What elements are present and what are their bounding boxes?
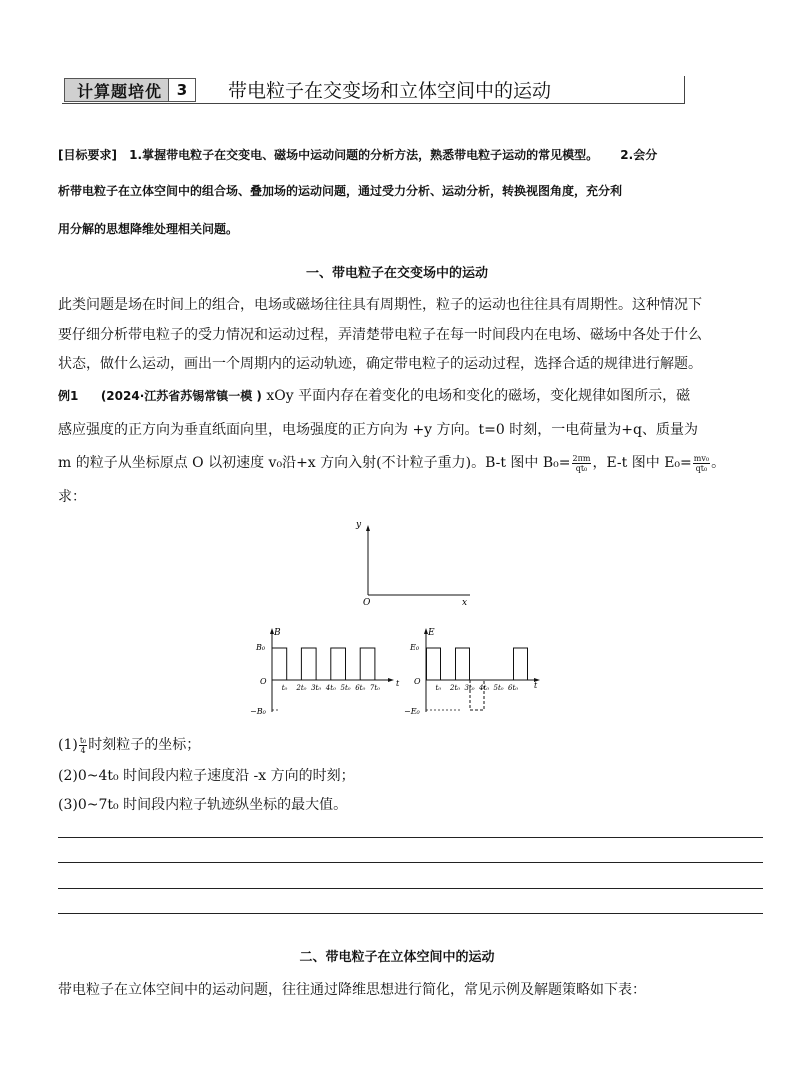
b-tick-labels	[282, 684, 380, 692]
goals-line-2: 析带电粒子在立体空间中的组合场、叠加场的运动问题，通过受力分析、运动分析，转换视图角度，充分利	[58, 184, 623, 198]
answer-line-1	[58, 837, 763, 838]
b0-fraction	[572, 454, 592, 473]
question-1-fraction	[79, 736, 87, 755]
b-axis-label: B	[274, 628, 281, 638]
b-pulse	[301, 648, 316, 680]
b-tick-label: 2t₀	[296, 684, 307, 692]
chapter-tag	[64, 78, 196, 102]
question-1-numerator: t₀	[79, 735, 87, 745]
e-pulse	[427, 648, 441, 680]
question-1	[58, 735, 200, 755]
goals-text-1: 1.掌握带电粒子在交变电、磁场中运动问题的分析方法，熟悉带电粒子运动的常见模型。	[129, 148, 599, 162]
question-2: (2)0~4t₀ 时间段内粒子速度沿 -x 方向的时刻；	[58, 768, 355, 784]
example-source: (2024·江苏省苏锡常镇一模 )	[100, 389, 262, 403]
example-line-3	[58, 453, 725, 473]
b-origin-label: O	[260, 677, 267, 686]
answer-line-4	[58, 913, 763, 914]
e-origin-label: O	[414, 677, 421, 686]
e-tick-label: 3t₀	[464, 684, 475, 692]
b-tick-label: 5t₀	[340, 684, 351, 692]
b-tick-label: 7t₀	[369, 684, 380, 692]
x-axis-label: x	[462, 598, 468, 608]
y-axis-label: y	[356, 520, 362, 530]
e0-numerator: mv₀	[693, 453, 710, 463]
goals-text-1b: 2.会分	[620, 148, 658, 162]
e0-denominator: qt₀	[695, 463, 708, 473]
neg-e0-label: −E₀	[404, 707, 420, 716]
origin-label: O	[363, 598, 371, 608]
question-1-number: (1)	[58, 737, 78, 753]
goals-label: [目标要求]	[58, 148, 117, 162]
goals-line-1	[58, 145, 657, 165]
b-t-arrow-icon	[388, 678, 394, 682]
b0-denominator: qt₀	[575, 463, 588, 473]
e-pulse	[456, 648, 470, 680]
e-tick-labels	[436, 684, 519, 692]
section-1-para-3: 状态，做什么运动，画出一个周期内的运动轨迹，确定带电粒子的运动过程，选择合适的规律进行解题。	[58, 356, 702, 372]
example-text-1: xOy 平面内存在着变化的电场和变化的磁场，变化规律如图所示，磁	[266, 388, 691, 404]
e-tick-label: t₀	[435, 684, 442, 692]
question-1-text: 时刻粒子的坐标；	[88, 737, 201, 753]
question-1-denominator: 4	[80, 745, 86, 755]
goals-line-3: 用分解的思想降维处理相关问题。	[58, 222, 239, 236]
example-line-4: 求：	[58, 489, 86, 505]
b-t-graph	[250, 624, 400, 716]
b-t-label: t	[396, 679, 400, 688]
neg-b0-label: −B₀	[250, 707, 266, 716]
answer-line-3	[58, 888, 763, 889]
b-pulse	[272, 648, 287, 680]
b-tick-label: t₀	[281, 684, 288, 692]
section-1-para-1: 此类问题是场在时间上的组合，电场或磁场往往具有周期性，粒子的运动也往往具有周期性。这种情况下	[58, 297, 702, 313]
section-1-para-2: 要仔细分析带电粒子的受力情况和运动过程，弄清楚带电粒子在每一时间段内在电场、磁场中各处于什么	[58, 327, 702, 343]
e-t-graph	[404, 624, 554, 716]
e-tick-label: 2t₀	[450, 684, 461, 692]
e-axis-label: E	[428, 628, 435, 638]
section-2-para-1: 带电粒子在立体空间中的运动问题，往往通过降维思想进行简化，常见示例及解题策略如下表：	[58, 982, 646, 998]
chapter-tag-label: 计算题培优	[77, 81, 163, 101]
section-2-title: 二、带电粒子在立体空间中的运动	[299, 950, 495, 965]
example-text-3b: ，E-t 图中 E₀=	[592, 455, 692, 471]
b-pulse	[331, 648, 346, 680]
b-tick-label: 6t₀	[355, 684, 366, 692]
e-tick-label: 4t₀	[479, 684, 490, 692]
e-t-label: t	[534, 681, 538, 690]
answer-line-2	[58, 862, 763, 863]
example-text-3c: 。	[711, 455, 726, 471]
b0-label: B₀	[256, 643, 266, 652]
y-arrow-icon	[366, 525, 370, 531]
chapter-tag-number: 3	[168, 79, 195, 101]
b-pulse	[360, 648, 375, 680]
e-tick-label: 5t₀	[493, 684, 504, 692]
b-pulses	[272, 648, 375, 680]
example-line-1	[58, 386, 690, 406]
question-3: (3)0~7t₀ 时间段内粒子轨迹纵坐标的最大值。	[58, 797, 348, 813]
chapter-header	[62, 76, 685, 104]
e-pulses	[427, 648, 528, 710]
example-line-2: 感应强度的正方向为垂直纸面向里，电场强度的正方向为 +y 方向。t=0 时刻，一电荷量为+q、质量为	[58, 422, 698, 438]
example-label: 例1	[58, 389, 79, 403]
e0-label: E₀	[410, 643, 420, 652]
b-tick-label: 4t₀	[325, 684, 336, 692]
b0-numerator: 2πm	[572, 453, 591, 463]
e-pulse	[514, 648, 528, 680]
b-tick-label: 3t₀	[311, 684, 322, 692]
e-tick-label: 6t₀	[508, 684, 519, 692]
chapter-title: 带电粒子在交变场和立体空间中的运动	[228, 80, 552, 102]
section-1-title: 一、带电粒子在交变场中的运动	[305, 266, 488, 281]
example-text-3a: m 的粒子从坐标原点 O 以初速度 v₀沿+x 方向入射(不计粒子重力)。B-t 图中 B₀=	[58, 455, 571, 471]
e0-fraction	[693, 454, 710, 473]
xoy-axes-figure	[330, 515, 480, 610]
